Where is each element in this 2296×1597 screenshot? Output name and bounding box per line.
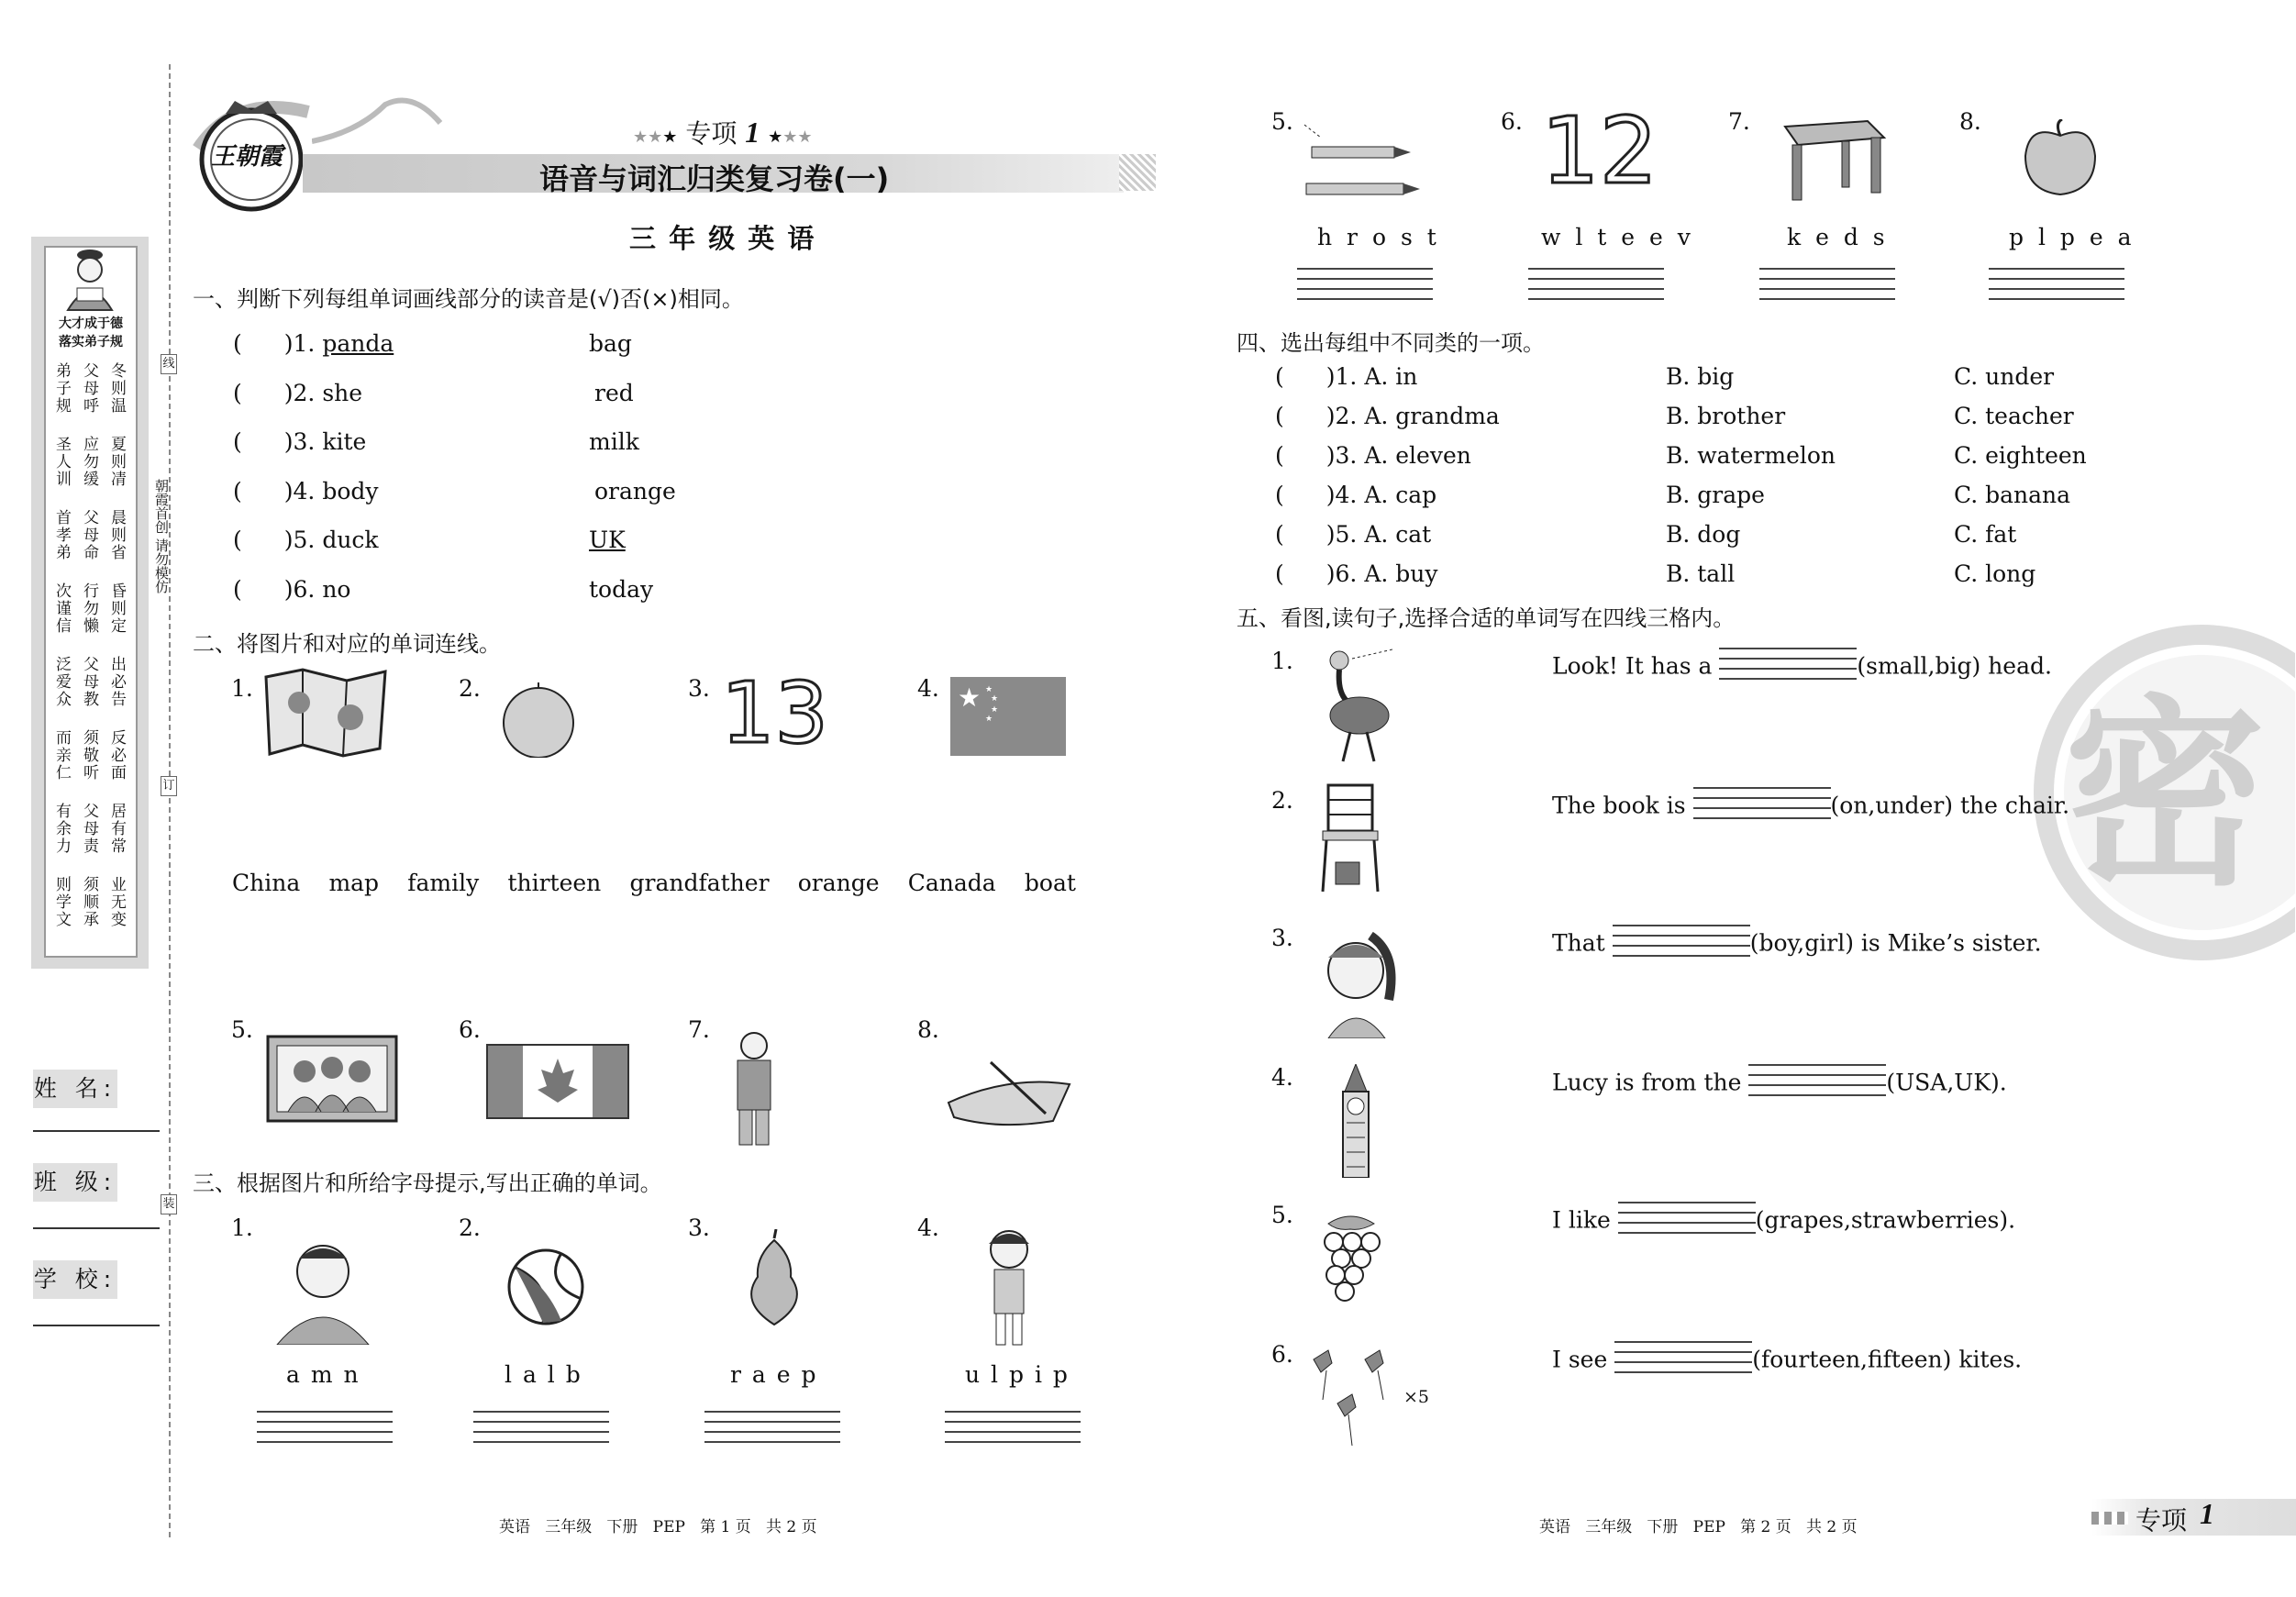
number-12: 12 (1541, 97, 1658, 205)
chair-icon (1317, 783, 1383, 893)
man-icon (272, 1235, 374, 1345)
banner-dots (1119, 154, 1156, 191)
s2-num-6: 6. (459, 1016, 481, 1043)
letter-hint-4: u l p i p (965, 1361, 1070, 1388)
pencils-icon (1303, 119, 1422, 202)
poem-column: 须敬听 (80, 729, 98, 782)
letter-hint-2: l a l b (505, 1361, 582, 1388)
write-lines-2[interactable] (473, 1411, 609, 1451)
pear-icon (739, 1229, 809, 1328)
girl-icon (1306, 926, 1407, 1038)
word-bank (232, 870, 1076, 896)
class-label: 班 级: (33, 1163, 117, 1202)
list-item: ( )1. panda bag (233, 330, 632, 357)
s2-num-3: 3. (688, 675, 710, 702)
write-lines-4[interactable] (945, 1411, 1081, 1451)
poem-column: 父母呼 (80, 362, 98, 415)
family-photo-icon[interactable] (266, 1035, 398, 1123)
footer-right: 英语 三年级 下册 PEP 第 2 页 共 2 页 (1539, 1518, 1858, 1536)
poem-column: 而亲仁 (52, 729, 71, 782)
china-flag-icon[interactable] (950, 677, 1066, 756)
section5-title: 五、看图,读句子,选择合适的单词写在四线三格内。 (1237, 605, 1736, 631)
main-title: 语音与词汇归类复习卷(一) (539, 161, 890, 196)
s5-num-6: 6. (1271, 1341, 1293, 1368)
s5-sentence-1: Look! It has a (small,big) head. (1552, 648, 2052, 688)
canada-flag-icon[interactable] (486, 1044, 629, 1119)
poem-column: 业无变 (107, 876, 126, 928)
poem-column: 反必面 (107, 729, 126, 782)
s3-num-4: 4. (917, 1214, 939, 1241)
s2-num-2: 2. (459, 675, 481, 702)
section1-title: 一、判断下列每组单词画线部分的读音是(√)否(×)相同。 (193, 286, 744, 312)
binding-mark-2: 订 (161, 776, 177, 796)
logo-text: 王朝霞 (211, 143, 283, 171)
grapes-icon (1310, 1209, 1392, 1308)
answer-lines[interactable] (1693, 787, 1831, 827)
series-title: ★★★ 专项 1 ★★★ (633, 116, 813, 149)
binding-note: 朝霞首创 请勿模仿 (153, 479, 170, 593)
word-orange[interactable]: orange (797, 870, 880, 896)
poem-column: 昏则定 (107, 582, 126, 635)
poem-column: 行勿懒 (80, 582, 98, 635)
binding-mark-3: 装 (161, 1194, 177, 1214)
name-label: 姓 名: (33, 1070, 117, 1108)
poem-column: 应勿缓 (80, 436, 98, 488)
word-thirteen[interactable]: thirteen (507, 870, 602, 896)
list-item: ( )2. she red (233, 379, 634, 406)
letter-hint-8: p l p e a (2009, 224, 2135, 250)
write-lines-8[interactable] (1989, 268, 2124, 308)
list-item: ( )5. A. cat B. dog C. fat (1275, 521, 2017, 548)
s3-num-2: 2. (459, 1214, 481, 1241)
s5-num-5: 5. (1271, 1202, 1293, 1228)
poem-column: 居有常 (107, 803, 126, 855)
poem-column: 圣人训 (52, 436, 71, 488)
section2-title: 二、将图片和对应的单词连线。 (193, 631, 501, 657)
binding-line (169, 64, 171, 1537)
confidential-stamp: 密 (2027, 616, 2295, 969)
poem-column: 泛爱众 (52, 656, 71, 708)
word-canada[interactable]: Canada (907, 870, 996, 896)
poem-column: 父母教 (80, 656, 98, 708)
s2-num-5: 5. (231, 1016, 253, 1043)
section4-title: 四、选出每组中不同类的一项。 (1237, 330, 1545, 356)
s5-num-4: 4. (1271, 1064, 1293, 1091)
s5-num-1: 1. (1271, 648, 1293, 674)
svg-text:★: ★ (991, 705, 999, 715)
svg-text:★: ★ (958, 682, 982, 713)
s5-sentence-5: I like (grapes,strawberries). (1552, 1202, 2015, 1242)
grandfather-icon[interactable] (721, 1029, 785, 1150)
answer-lines[interactable] (1719, 648, 1857, 688)
times-five: ×5 (1403, 1387, 1430, 1407)
mascot-icon (53, 246, 127, 312)
ribbon-decoration (312, 95, 449, 150)
poem-column: 晨则省 (107, 509, 126, 561)
poem-column: 弟子规 (52, 362, 71, 415)
subtitle: 三 年 级 英 语 (629, 223, 816, 254)
letter-hint-6: w l t e e v (1541, 224, 1694, 250)
poem-column: 出必告 (107, 656, 126, 708)
section1-list (233, 330, 710, 625)
apple-icon (2018, 119, 2101, 198)
s3-num-7: 7. (1728, 108, 1750, 135)
poem-column: 父母责 (80, 803, 98, 855)
word-china[interactable]: China (232, 870, 301, 896)
class-field[interactable] (33, 1227, 160, 1229)
answer-lines[interactable] (1618, 1202, 1756, 1242)
write-lines-5[interactable] (1297, 268, 1433, 308)
s5-num-3: 3. (1271, 925, 1293, 951)
svg-text:★: ★ (985, 715, 993, 724)
poem-column: 次谨信 (52, 582, 71, 635)
s5-sentence-6: I see (fourteen,fifteen) kites. (1552, 1341, 2022, 1381)
word-boat[interactable]: boat (1024, 870, 1076, 896)
desk-icon (1776, 108, 1890, 202)
poem-column: 须顺承 (80, 876, 98, 928)
corner-tag: 专项 1 (2091, 1499, 2296, 1536)
poem-column: 父母命 (80, 509, 98, 561)
poem-column: 有余力 (52, 803, 71, 855)
ball-icon (506, 1248, 585, 1326)
poem-grid (50, 362, 134, 949)
orange-icon[interactable] (499, 681, 578, 758)
big-ben-icon (1336, 1064, 1376, 1178)
answer-lines[interactable] (1748, 1064, 1886, 1104)
name-field[interactable] (33, 1130, 160, 1132)
list-item: ( )5. duck UK (233, 527, 626, 553)
list-item: ( )2. A. grandma B. brother C. teacher (1275, 403, 2074, 429)
s5-sentence-4: Lucy is from the (USA,UK). (1552, 1064, 2007, 1104)
svg-text:★: ★ (991, 694, 999, 704)
s3-num-3: 3. (688, 1214, 710, 1241)
word-grandfather[interactable]: grandfather (629, 870, 770, 896)
svg-text:★: ★ (985, 685, 993, 694)
s2-num-4: 4. (917, 675, 939, 702)
kites-icon (1301, 1345, 1402, 1447)
answer-lines[interactable] (1613, 925, 1750, 965)
write-lines-6[interactable] (1528, 268, 1664, 308)
s2-num-7: 7. (688, 1016, 710, 1043)
school-label: 学 校: (33, 1260, 117, 1299)
list-item: ( )1. A. in B. big C. under (1275, 363, 2055, 390)
boat-icon[interactable] (945, 1057, 1073, 1132)
write-lines-7[interactable] (1759, 268, 1895, 308)
letter-hint-7: k e d s (1787, 224, 1889, 250)
binding-mark-1: 线 (161, 354, 177, 374)
s5-sentence-2: The book is (on,under) the chair. (1552, 787, 2069, 827)
footer-left: 英语 三年级 下册 PEP 第 1 页 共 2 页 (499, 1518, 817, 1536)
s5-sentence-3: That (boy,girl) is Mike’s sister. (1552, 925, 2042, 965)
s2-num-1: 1. (231, 675, 253, 702)
list-item: ( )6. A. buy B. tall C. long (1275, 560, 2036, 587)
s5-num-2: 2. (1271, 787, 1293, 814)
motto: 大才成于德 落实弟子规 (59, 316, 123, 349)
list-item: ( )6. no today (233, 575, 654, 603)
poem-column: 首孝弟 (52, 509, 71, 561)
ostrich-icon (1301, 646, 1411, 765)
list-item: ( )4. A. cap B. grape C. banana (1275, 482, 2071, 508)
s3-num-1: 1. (231, 1214, 253, 1241)
poem-column: 则学文 (52, 876, 71, 928)
school-field[interactable] (33, 1325, 160, 1326)
s3-num-6: 6. (1501, 108, 1523, 135)
section4-list (1275, 363, 2192, 600)
list-item: ( )3. kite milk (233, 428, 639, 455)
answer-lines[interactable] (1614, 1341, 1752, 1381)
poem-column: 冬则温 (107, 362, 126, 415)
number-13[interactable]: 13 (721, 664, 829, 762)
s3-num-8: 8. (1959, 108, 1981, 135)
word-map[interactable]: map (328, 870, 380, 896)
letter-hint-5: h r o s t (1317, 224, 1440, 250)
letter-hint-3: r a e p (730, 1361, 818, 1388)
s3-num-5: 5. (1271, 108, 1293, 135)
word-family[interactable]: family (407, 870, 480, 896)
poem-column: 夏则凊 (107, 436, 126, 488)
map-icon[interactable] (262, 666, 391, 760)
pupil-icon (972, 1224, 1046, 1352)
list-item: ( )4. body orange (233, 477, 676, 505)
section3-title: 三、根据图片和所给字母提示,写出正确的单词。 (193, 1170, 662, 1196)
write-lines-1[interactable] (257, 1411, 393, 1451)
list-item: ( )3. A. eleven B. watermelon C. eighteen (1275, 442, 2087, 469)
letter-hint-1: a m n (286, 1361, 360, 1388)
write-lines-3[interactable] (704, 1411, 840, 1451)
s2-num-8: 8. (917, 1016, 939, 1043)
